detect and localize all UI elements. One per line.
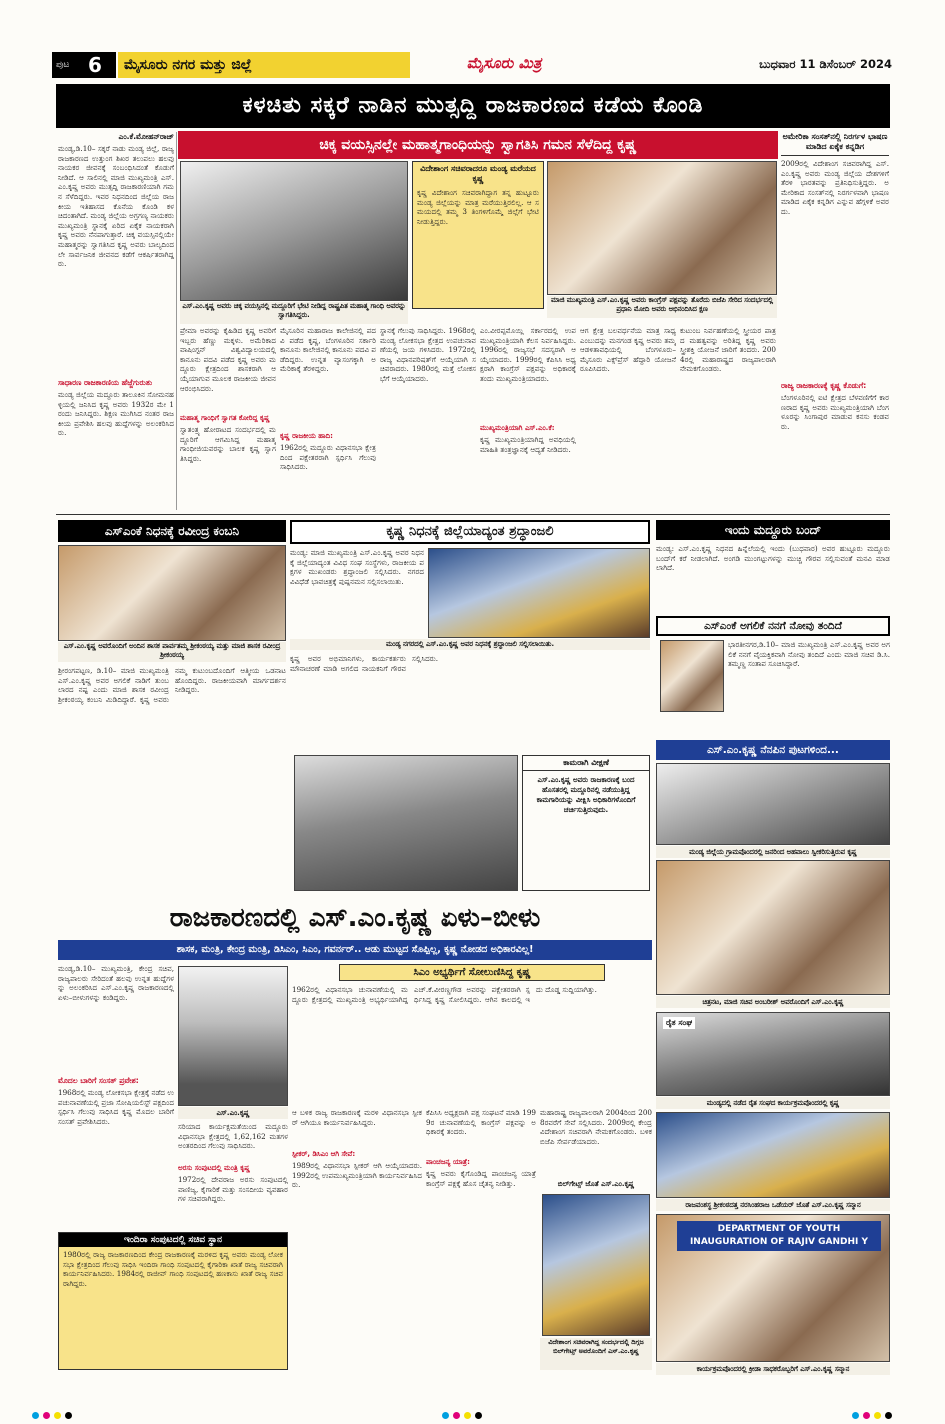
left-body: ಮಂಡ್ಯ,ಡಿ.10– ಸಕ್ಕರೆ ನಾಡು ಮಂಡ್ಯ ಜಿಲ್ಲೆ, ರಾಜ್ಯ ರಾಜಕಾರಣದ ಉತ್ತುಂಗ ಶಿಖರ ತಲುಪಲು ಹಲವು ನಾಯಕರ ಜೀವನಕ್ಕೆ ಸಂಬಂಧಿಸಿದಂತೆ ಕೊಡುಗೆ ನೀಡಿದೆ. ಆ ಸಾಲಿನಲ್ಲಿ ಮಾಜಿ ಮುಖ್ಯಮಂತ್ರಿ ಎಸ್.ಎಂ.ಕೃಷ್ಣ ಅವರು ಮುತ್ಸದ್ದಿ ರಾಜಕಾರಣಿಯಾಗಿ ಗಮನ ಸೆಳೆದಿದ್ದರು. ಇವರ ನಿಧನದಿಂದ ಜಿಲ್ಲೆಯ ರಾಜಕೀಯ ಇತಿಹಾಸದ ಕೊನೆಯ ಕೊಂಡಿ ಕಳಚಿದಂತಾಗಿದೆ. ಮಂಡ್ಯ ಜಿಲ್ಲೆಯ ಅಗ್ರಗಣ್ಯ ನಾಯಕರು ಮುಖ್ಯಮಂತ್ರಿ ಸ್ಥಾನಕ್ಕೆ ಏರಿದ ಏಕೈಕ ನಾಯಕರಾಗಿ ಕೃಷ್ಣ ಅವರು ನೆನಪಾಗುತ್ತಾರೆ. ಚಿಕ್ಕ ವಯಸ್ಸಿನಲ್ಲಿಯೇ ಮಹಾತ್ಮರನ್ನು ಸ್ವಾಗತಿಸಿದ ಕೃಷ್ಣ ಅವರು ಬಾಲ್ಯದಿಂದಲೇ ಸಾರ್ವಜನಿಕ ಜೀವನದ ಕಡೆಗೆ ಆಕರ್ಷಿತರಾಗಿದ್ದರು. [58, 144, 174, 269]
lower-col-5-body: ಮಹಾರಾಷ್ಟ್ರ ರಾಜ್ಯಪಾಲರಾಗಿ 2004ರಿಂದ 2008ರವರೆಗೆ ಸೇವೆ ಸಲ್ಲಿಸಿದರು. 2009ರಲ್ಲಿ ಕೇಂದ್ರ ವಿದೇಶಾಂಗ ಸಚಿವರಾಗಿ ನೇಮಕಗೊಂಡರು. ಬಳಿಕ ಬಿಜೆಪಿ ಸೇರ್ಪಡೆಯಾದರು. [540, 1108, 652, 1146]
memory-photo-4 [656, 1112, 890, 1198]
lower-col-3-body: ಆ ಬಳಿಕ ರಾಜ್ಯ ರಾಜಕಾರಣಕ್ಕೆ ಮರಳಿ ವಿಧಾನಸಭಾ ಸ್ಪೀಕರ್ ಆಗಿಯೂ ಕಾರ್ಯನಿರ್ವಹಿಸಿದ್ದರು. [292, 1108, 422, 1127]
condolence-photo-caption: ಮಂಡ್ಯ ನಗರದಲ್ಲಿ ಎಸ್.ಎಂ.ಕೃಷ್ಣ ಅವರ ನಿಧನಕ್ಕೆ ಶ್ರದ್ಧಾಂಜಲಿ ಸಲ್ಲಿಸಲಾಯಿತು. [290, 639, 650, 650]
magenta-dot [863, 1412, 870, 1419]
videsh-title: ವಿದೇಶಾಂಗ ಸಚಿವರಾದರೂ ಮಂಡ್ಯ ಮರೆಯದ ಕೃಷ್ಣ [420, 164, 536, 183]
gates-caption: ವಿದೇಶಾಂಗ ಸಚಿವರಾಗಿದ್ದ ಸಂದರ್ಭದಲ್ಲಿ ದಿಗ್ಗಜ ಬಿಲ್‌ಗೇಟ್ಸ್ ಅವರೊಂದಿಗೆ ಎಸ್.ಎಂ.ಕೃಷ್ಣ [540, 1338, 652, 1370]
mid-col-2 [280, 326, 376, 512]
lower-col-1 [58, 964, 174, 1228]
section-divider [56, 514, 890, 515]
lower-col-2 [178, 1122, 288, 1228]
page-number-badge [52, 52, 116, 78]
mid-col-4-body-2: ಕೃಷ್ಣ ಮುಖ್ಯಮಂತ್ರಿಯಾಗಿದ್ದ ಅವಧಿಯಲ್ಲಿ ಮಾಹಿತಿ ತಂತ್ರಜ್ಞಾನಕ್ಕೆ ಆದ್ಯತೆ ನೀಡಿದರು. [480, 435, 576, 454]
page-word: ಪುಟ [56, 60, 70, 70]
magenta-dot [453, 1412, 460, 1419]
mid-col-3 [380, 326, 476, 512]
second-headline: ರಾಜಕಾರಣದಲ್ಲಿ ಎಸ್.ಎಂ.ಕೃಷ್ಣ ಏಳು–ಬೀಳು [169, 903, 541, 933]
magenta-dot [43, 1412, 50, 1419]
main-headline: ಕಳಚಿತು ಸಕ್ಕರೆ ನಾಡಿನ ಮುತ್ಸದ್ದಿ ರಾಜಕಾರಣದ ಕಡೆಯ ಕೊಂಡಿ [56, 84, 890, 128]
lower-col-4-body-2: ಕೃಷ್ಣ ಅವರು ಕೈಗೊಂಡಿದ್ದ ಪಾಂಚಜನ್ಯ ಯಾತ್ರೆ ಕಾಂಗ್ರೆಸ್ ಪಕ್ಷಕ್ಕೆ ಹೊಸ ಚೈತನ್ಯ ನೀಡಿತ್ತು. [426, 1169, 536, 1188]
issue-date: ಬುಧವಾರ 11 ಡಿಸೆಂಬರ್ 2024 [759, 57, 892, 71]
indira-body: 1980ರಲ್ಲಿ ರಾಜ್ಯ ರಾಜಕಾರಣದಿಂದ ಕೇಂದ್ರ ರಾಜಕಾರಣಕ್ಕೆ ಮರಳಿದ ಕೃಷ್ಣ ಅವರು ಮಂಡ್ಯ ಲೋಕಸಭಾ ಕ್ಷೇತ್ರದಿಂದ ಗೆಲುವು ಸಾಧಿಸಿ ಇಂದಿರಾ ಗಾಂಧಿ ಸಂಪುಟದಲ್ಲಿ ಕೈಗಾರಿಕಾ ಖಾತೆ ರಾಜ್ಯ ಸಚಿವರಾಗಿ ಕಾರ್ಯನಿರ್ವಹಿಸಿದರು. 1984ರಲ್ಲಿ ರಾಜೀವ್ ಗಾಂಧಿ ಸಂಪುಟದಲ್ಲಿ ಹಣಕಾಸು ಖಾತೆ ರಾಜ್ಯ ಸಚಿವರಾಗಿದ್ದರು. [63, 1250, 283, 1288]
grief-title: ಎಸ್‌ಎಂಕೆ ಅಗಲಿಕೆ ನನಗೆ ನೋವು ತಂದಿದೆ [656, 616, 890, 636]
grief-body: ಭಾರತೀನಗರ,ಡಿ.10– ಮಾಜಿ ಮುಖ್ಯಮಂತ್ರಿ ಎಸ್.ಎಂ.ಕೃಷ್ಣ ಅವರ ಅಗಲಿಕೆ ನನಗೆ ವೈಯಕ್ತಿಕವಾಗಿ ನೋವು ತಂದಿದೆ ಎಂದು ಮಾಜಿ ಸಚಿವ ಡಿ.ಸಿ.ತಮ್ಮಣ್ಣ ಸಂತಾಪ ಸೂಚಿಸಿದ್ದಾರೆ. [728, 640, 890, 669]
registration-marks-right [850, 1404, 930, 1414]
left-column [58, 132, 174, 510]
ravindra-body: ಶ್ರೀರಂಗಪಟ್ಟಣ, ಡಿ.10– ಮಾಜಿ ಮುಖ್ಯಮಂತ್ರಿ ಎಸ್.ಎಂ.ಕೃಷ್ಣ ಅವರ ಅಗಲಿಕೆ ನಾಡಿಗೆ ತುಂಬಲಾರದ ನಷ್ಟ ಎಂದು ಮಾಜಿ ಶಾಸಕ ರವೀಂದ್ರ ಶ್ರೀಕಂಠಯ್ಯ ಕಂಬನಿ ಮಿಡಿದಿದ್ದಾರೆ. ಕೃಷ್ಣ ಅವರು ನಮ್ಮ ಕುಟುಂಬದೊಂದಿಗೆ ಆತ್ಮೀಯ ಒಡನಾಟ ಹೊಂದಿದ್ದರು. ರಾಜಕೀಯವಾಗಿ ಮಾರ್ಗದರ್ಶನ ನೀಡಿದ್ದರು. [58, 666, 286, 704]
cm-box-title: ಸಿಎಂ ಅಭ್ಯರ್ಥಿಗೆ ಸೋಲುಣಿಸಿದ್ದ ಕೃಷ್ಣ [339, 964, 605, 981]
works-inspection-photo [294, 755, 518, 891]
mid-col-1-subhead: ಮಹಾತ್ಮ ಗಾಂಧಿಗೆ ಸ್ವಾಗತ ಕೋರಿದ್ದ ಕೃಷ್ಣ [180, 414, 270, 422]
mid-col-5 [580, 326, 676, 512]
cyan-dot [32, 1412, 39, 1419]
lower-col-1-body-2: 1968ರಲ್ಲಿ ಮಂಡ್ಯ ಲೋಕಸಭಾ ಕ್ಷೇತ್ರಕ್ಕೆ ನಡೆದ ಉಪಚುನಾವಣೆಯಲ್ಲಿ ಪ್ರಜಾ ಸೋಷಿಯಲಿಸ್ಟ್ ಪಕ್ಷದಿಂದ ಸ್ಪರ್ಧಿಸಿ ಗೆಲುವು ಸಾಧಿಸಿದ ಕೃಷ್ಣ ಮೊದಲ ಬಾರಿಗೆ ಸಂಸತ್ ಪ್ರವೇಶಿಸಿದರು. [58, 1088, 174, 1126]
mid-col-1-body-2: ಸ್ವಾತಂತ್ರ್ಯ ಹೋರಾಟದ ಸಂದರ್ಭದಲ್ಲಿ ಮದ್ದೂರಿಗೆ ಆಗಮಿಸಿದ್ದ ಮಹಾತ್ಮ ಗಾಂಧೀಜಿಯವರನ್ನು ಬಾಲಕ ಕೃಷ್ಣ ಸ್ವಾಗತಿಸಿದ್ದರು. [180, 425, 276, 463]
memory-photo-2 [656, 860, 890, 995]
lower-col-4 [426, 1108, 536, 1370]
second-subheadline: ಶಾಸಕ, ಮಂತ್ರಿ, ಕೇಂದ್ರ ಮಂತ್ರಿ, ಡಿಸಿಎಂ, ಸಿಎಂ, ಗವರ್ನರ್.. ಆಡು ಮುಟ್ಟದ ಸೊಪ್ಪಿಲ್ಲ, ಕೃಷ್ಣ ನೋಡದ ಅಧಿಕಾರವಿಲ್ಲ! [58, 940, 652, 960]
tammanna-photo [660, 640, 724, 712]
lower-col-1-subhead: ಮೊದಲ ಬಾರಿಗೆ ಸಂಸತ್ ಪ್ರವೇಶ: [58, 1076, 139, 1085]
lower-col-1-body: ಮಂಡ್ಯ,ಡಿ.10– ಮುಖ್ಯಮಂತ್ರಿ, ಕೇಂದ್ರ ಸಚಿವ, ರಾಜ್ಯಪಾಲರು ಸೇರಿದಂತೆ ಹಲವು ಉನ್ನತ ಹುದ್ದೆಗಳನ್ನು ಅಲಂಕರಿಸಿದ ಎಸ್.ಎಂ.ಕೃಷ್ಣ ರಾಜಕಾರಣದಲ್ಲಿ ಏಳು–ಬೀಳುಗಳನ್ನು ಕಂಡಿದ್ದರು. [58, 964, 174, 1002]
black-dot [65, 1412, 72, 1419]
krishna-portrait [178, 966, 288, 1106]
indira-box [58, 1232, 288, 1370]
cm-box-body: 1962ರಲ್ಲಿ ವಿಧಾನಸಭಾ ಚುನಾವಣೆಯಲ್ಲಿ ಮದ್ದೂರು ಕ್ಷೇತ್ರದಲ್ಲಿ ಮುಖ್ಯಮಂತ್ರಿ ಅಭ್ಯರ್ಥಿಯಾಗಿದ್ದ ಎಚ್.ಕೆ.ವೀರಣ್ಣಗೌಡ ಅವರನ್ನು ಪಕ್ಷೇತರರಾಗಿ ಸ್ಪರ್ಧಿಸಿದ್ದ ಕೃಷ್ಣ ಸೋಲಿಸಿದ್ದರು. ಆಗಿನ ಕಾಲದಲ್ಲಿ ಇದು ದೊಡ್ಡ ಸುದ್ದಿಯಾಗಿತ್ತು. [292, 985, 597, 1004]
sign-text: ರೈತ ಸಂಘ [663, 1017, 695, 1029]
mid-col-4-body: ಎಂ.ವೀರಪ್ಪಮೊಯ್ಲಿ ಸರ್ಕಾರದಲ್ಲಿ ಉಪಮುಖ್ಯಮಂತ್ರಿಯಾಗಿ ಕೆಲಸ ನಿರ್ವಹಿಸಿದ್ದರು. 1996ರಲ್ಲಿ ರಾಜ್ಯಸಭೆ ಸದಸ್ಯರಾಗಿ ಆಯ್ಕೆಯಾದರು. 1999ರಲ್ಲಿ ಕೆಪಿಸಿಸಿ ಅಧ್ಯಕ್ಷರಾಗಿ ಕಾಂಗ್ರೆಸ್ ಪಕ್ಷವನ್ನು ಅಧಿಕಾರಕ್ಕೆ ತಂದು ಮುಖ್ಯಮಂತ್ರಿಯಾದರು. [480, 326, 576, 383]
videsh-body: ಕೃಷ್ಣ ವಿದೇಶಾಂಗ ಸಚಿವರಾಗಿದ್ದಾಗ ತನ್ನ ಹುಟ್ಟೂರು ಮಂಡ್ಯ ಜಿಲ್ಲೆಯನ್ನು ಮಾತ್ರ ಮರೆಯುತ್ತಿರಲಿಲ್ಲ. ಆ ಸಮಯದಲ್ಲಿ ತಮ್ಮ 3 ತಿಂಗಳಿಗೊಮ್ಮೆ ಜಿಲ್ಲೆಗೆ ಭೇಟಿ ನೀಡುತ್ತಿದ್ದರು. [417, 188, 539, 226]
lower-col-5 [540, 1108, 652, 1178]
memory-photo-5 [656, 1214, 890, 1362]
memory-caption-2: ಚಿತ್ರನಟ, ಮಾಜಿ ಸಚಿವ ಅಂಬರೀಶ್ ಅವರೊಂದಿಗೆ ಎಸ್.ಎಂ.ಕೃಷ್ಣ [656, 996, 890, 1008]
works-body: ಎಸ್.ಎಂ.ಕೃಷ್ಣ ಅವರು ರಾಜಕಾರಣಕ್ಕೆ ಬಂದ ಹೊಸತರಲ್ಲಿ ಮದ್ದೂರಿನಲ್ಲಿ ನಡೆಯುತ್ತಿದ್ದ ಕಾಮಗಾರಿಯನ್ನು ವೀಕ್ಷಿಸಿ ಅಧಿಕಾರಿಗಳೊಂದಿಗೆ ಚರ್ಚಿಸುತ್ತಿರುವುದು. [536, 776, 636, 814]
gates-photo [542, 1194, 650, 1336]
indira-title: ಇಂದಿರಾ ಸಂಪುಟದಲ್ಲಿ ಸಚಿವ ಸ್ಥಾನ [59, 1233, 287, 1247]
bandh-title: ಇಂದು ಮದ್ದೂರು ಬಂದ್ [656, 520, 890, 540]
memory-caption-3: ಮಂಡ್ಯದಲ್ಲಿ ನಡೆದ ರೈತ ಸಂಘದ ಕಾರ್ಯಕ್ರಮವೊಂದರಲ್ಲಿ ಕೃಷ್ಣ [656, 1097, 890, 1109]
modi-photo [547, 161, 777, 295]
yellow-dot [874, 1412, 881, 1419]
america-title: ಅಮೇರಿಕಾ ಸಂಸತ್‌ನಲ್ಲಿ ನಿರರ್ಗಳ ಭಾಷಣ ಮಾಡಿದ ಏಕೈಕ ಕನ್ನಡಿಗ [781, 132, 889, 156]
black-dot [475, 1412, 482, 1419]
mid-col-5-body: ಆಗ ಕ್ಷೇತ್ರ ಬಲವರ್ಧನೆಯ ಮಾತ್ರ ಸಾಧ್ಯ ಎಂಬುದನ್ನು ಮನಗಂಡ ಕೃಷ್ಣ ಅವರು ತಮ್ಮ ಆಡಳಿತಾವಧಿಯಲ್ಲಿ ಬೆಂಗಳೂರು–ಮೈಸೂರು ಎಕ್ಸ್‌ಪ್ರೆಸ್ ಹೆದ್ದಾರಿ ಯೋಜನೆ ರೂಪಿಸಿದರು. [580, 326, 676, 374]
memory-photo-1 [656, 763, 890, 845]
america-subhead: ರಾಜ್ಯ ರಾಜಕಾರಣಕ್ಕೆ ಕೃಷ್ಣ ಕೊಡುಗೆ: [781, 381, 867, 390]
memory-caption-5: ಕಾರ್ಯಕ್ರಮವೊಂದರಲ್ಲಿ ಕ್ರೀಡಾ ಸಾಧಕರೊಬ್ಬರಿಗೆ ಎಸ್.ಎಂ.ಕೃಷ್ಣ ಸನ್ಮಾನ [656, 1363, 890, 1375]
ravindra-title: ಎಸ್‌ಎಂಕೆ ನಿಧನಕ್ಕೆ ರವೀಂದ್ರ ಕಂಬನಿ [58, 520, 286, 542]
sub-headline: ಚಿಕ್ಕ ವಯಸ್ಸಿನಲ್ಲೇ ಮಹಾತ್ಮಗಾಂಧಿಯನ್ನು ಸ್ವಾಗತಿಸಿ ಗಮನ ಸೆಳೆದಿದ್ದ ಕೃಷ್ಣ [178, 131, 778, 159]
left-body-2: ಮಂಡ್ಯ ಜಿಲ್ಲೆಯ ಮದ್ದೂರು ತಾಲೂಕಿನ ಸೋಮನಹಳ್ಳಿಯಲ್ಲಿ ಜನಿಸಿದ ಕೃಷ್ಣ ಅವರು 1932ರ ಮೇ 1ರಂದು ಜನಿಸಿದ್ದರು. ಶಿಕ್ಷಣ ಮುಗಿಸಿದ ನಂತರ ರಾಜಕೀಯ ಪ್ರವೇಶಿಸಿ ಹಲವು ಹುದ್ದೆಗಳನ್ನು ಅಲಂಕರಿಸಿದರು. [58, 390, 174, 438]
cyan-dot [852, 1412, 859, 1419]
lower-col-2-body: ಸರಿಯಾದ ಕಾರ್ಯಕ್ಷಮತೆಯಿಂದ ಮದ್ದೂರು ವಿಧಾನಸಭಾ ಕ್ಷೇತ್ರದಲ್ಲಿ 1,62,162 ಮತಗಳ ಅಂತರದಿಂದ ಗೆಲುವು ಸಾಧಿಸಿದರು. [178, 1122, 288, 1151]
registration-marks-center [440, 1404, 520, 1414]
mid-col-1-body: ಪ್ರೇಮಾ ಅವರನ್ನು ಕೈಹಿಡಿದ ಕೃಷ್ಣ ಅವರಿಗೆ ಇಬ್ಬರು ಹೆಣ್ಣು ಮಕ್ಕಳು. ಅಮೆರಿಕಾದ ವಾಷಿಂಗ್ಟನ್ ವಿಶ್ವವಿದ್ಯಾಲಯದಲ್ಲಿ ಕಾನೂನು ಪದವಿ ಪಡೆದ ಕೃಷ್ಣ ಅವರು ಮದ್ದೂರು ಕ್ಷೇತ್ರದಿಂದ ಶಾಸಕರಾಗಿ ಆಯ್ಕೆಯಾಗುವ ಮೂಲಕ ರಾಜಕೀಯ ಜೀವನ ಆರಂಭಿಸಿದರು. [180, 326, 276, 393]
column-rule [176, 132, 177, 510]
byline: ಎಂ.ಕೆ.ಮೋಹನ್‌ರಾಜ್ [118, 132, 174, 141]
mid-col-2-body-2: 1962ರಲ್ಲಿ ಮದ್ದೂರು ವಿಧಾನಸಭಾ ಕ್ಷೇತ್ರದಿಂದ ಪಕ್ಷೇತರರಾಗಿ ಸ್ಪರ್ಧಿಸಿ ಗೆಲುವು ಸಾಧಿಸಿದರು. [280, 443, 376, 472]
works-box [522, 755, 650, 891]
lower-col-3 [292, 1108, 422, 1370]
works-title: ಕಾಮರಾಗಿ ವೀಕ್ಷಣೆ [523, 756, 649, 771]
mid-col-2-body: ಮೈಸೂರಿನ ಮಹಾರಾಜ ಕಾಲೇಜಿನಲ್ಲಿ ಪದವಿ ಪಡೆದ ಕೃಷ್ಣ, ಬೆಂಗಳೂರಿನ ಸರ್ಕಾರಿ ಕಾನೂನು ಕಾಲೇಜಿನಲ್ಲಿ ಕಾನೂನು ಪದವಿ ಪಡೆದಿದ್ದರು. ಉನ್ನತ ವ್ಯಾಸಂಗಕ್ಕಾಗಿ ಅಮೆರಿಕಾಕ್ಕೆ ತೆರಳಿದ್ದರು. [280, 326, 376, 374]
gandhi-photo-caption: ಎಸ್.ಎಂ.ಕೃಷ್ಣ ಅವರು ಚಿಕ್ಕ ವಯಸ್ಸಿನಲ್ಲಿ ಮದ್ದೂರಿಗೆ ಭೇಟಿ ನೀಡಿದ್ದ ರಾಷ್ಟ್ರಪಿತ ಮಹಾತ್ಮ ಗಾಂಧಿ ಅವರನ್ನು ಸ್ವಾಗತಿಸಿದ್ದರು. [180, 302, 408, 324]
paper-name: ಮೈಸೂರು ಮಿತ್ರ [466, 54, 542, 72]
bandh-body: ಮಂಡ್ಯ: ಎಸ್.ಎಂ.ಕೃಷ್ಣ ನಿಧನದ ಹಿನ್ನೆಲೆಯಲ್ಲಿ ಇಂದು (ಬುಧವಾರ) ಅವರ ಹುಟ್ಟೂರು ಮದ್ದೂರು ಬಂದ್‌ಗೆ ಕರೆ ನೀಡಲಾಗಿದೆ. ಅಂಗಡಿ ಮುಂಗಟ್ಟುಗಳನ್ನು ಮುಚ್ಚಿ ಗೌರವ ಸಲ್ಲಿಸುವಂತೆ ಮನವಿ ಮಾಡಲಾಗಿದೆ. [656, 544, 890, 573]
mid-col-4-subhead: ಮುಖ್ಯಮಂತ್ರಿಯಾಗಿ ಎಸ್.ಎಂ.ಕೆ: [480, 424, 555, 432]
condolence-body-2: ಕೃಷ್ಣ ಅವರ ಅಭಿಮಾನಿಗಳು, ಕಾರ್ಯಕರ್ತರು ಮೌನಾಚರಣೆ ಮಾಡಿ ಅಗಲಿದ ನಾಯಕನಿಗೆ ಗೌರವ ಸಲ್ಲಿಸಿದರು. [290, 654, 439, 673]
yellow-dot [464, 1412, 471, 1419]
memory-caption-4: ರಾಜವಂಶಸ್ಥ ಶ್ರೀಕಂಠದತ್ತ ನರಸಿಂಹರಾಜ ಒಡೆಯರ್ ಜೊತೆ ಎಸ್.ಎಂ.ಕೃಷ್ಣ ಸನ್ಮಾನ [656, 1199, 890, 1211]
cm-box [292, 964, 652, 1104]
lower-col-2-body-2: 1972ರಲ್ಲಿ ದೇವರಾಜ ಅರಸು ಸಂಪುಟದಲ್ಲಿ ವಾಣಿಜ್ಯ, ಕೈಗಾರಿಕೆ ಮತ್ತು ಸಂಸದೀಯ ವ್ಯವಹಾರಗಳ ಸಚಿವರಾಗಿದ್ದರು. [178, 1175, 288, 1204]
cyan-dot [442, 1412, 449, 1419]
yellow-dot [54, 1412, 61, 1419]
lower-col-3-body-2: 1989ರಲ್ಲಿ ವಿಧಾನಸಭಾ ಸ್ಪೀಕರ್ ಆಗಿ ಆಯ್ಕೆಯಾದರು. 1992ರಲ್ಲಿ ಉಪಮುಖ್ಯಮಂತ್ರಿಯಾಗಿ ಕಾರ್ಯನಿರ್ವಹಿಸಿದರು. [292, 1161, 422, 1190]
registration-marks-left [30, 1404, 110, 1414]
section-title: ಮೈಸೂರು ನಗರ ಮತ್ತು ಜಿಲ್ಲೆ [118, 52, 410, 78]
america-body: 2009ರಲ್ಲಿ ವಿದೇಶಾಂಗ ಸಚಿವರಾಗಿದ್ದ ಎಸ್.ಎಂ.ಕೃಷ್ಣ ಅವರು ಮಂಡ್ಯ ಜಿಲ್ಲೆಯ ದೇಶಗಳಿಗೆ ತೆರಳಿ ಭಾರತವನ್ನು ಪ್ರತಿನಿಧಿಸುತ್ತಿದ್ದರು. ಅಮೇರಿಕಾದ ಸಂಸತ್‌ನಲ್ಲಿ ನಿರರ್ಗಳವಾಗಿ ಭಾಷಣ ಮಾಡಿದ ಏಕೈಕ ಕನ್ನಡಿಗ ಎನ್ನುವ ಹೆಗ್ಗಳಿಕೆ ಅವರದು. [781, 159, 889, 216]
lower-col-4-body: ಕೆಪಿಸಿಸಿ ಅಧ್ಯಕ್ಷರಾಗಿ ಪಕ್ಷ ಸಂಘಟನೆ ಮಾಡಿ 1999ರ ಚುನಾವಣೆಯಲ್ಲಿ ಕಾಂಗ್ರೆಸ್ ಪಕ್ಷವನ್ನು ಅಧಿಕಾರಕ್ಕೆ ತಂದರು. [426, 1108, 536, 1137]
memory-photo-3 [656, 1012, 890, 1096]
mid-col-4 [480, 326, 576, 512]
black-dot [885, 1412, 892, 1419]
lower-col-4-subhead: ಪಾಂಚಜನ್ಯ ಯಾತ್ರೆ: [426, 1158, 470, 1166]
mid-col-6-body: ಕುಟುಂಬ ನಿರ್ವಹಣೆಯಲ್ಲಿ ಸ್ತ್ರೀಯರ ಪಾತ್ರದ ಮಹತ್ವವನ್ನು ಅರಿತಿದ್ದ ಕೃಷ್ಣ ಅವರು ಸ್ತ್ರೀಶಕ್ತಿ ಯೋಜನೆ ಜಾರಿಗೆ ತಂದರು. 2004ರಲ್ಲಿ ಮಹಾರಾಷ್ಟ್ರದ ರಾಜ್ಯಪಾಲರಾಗಿ ನೇಮಕಗೊಂಡರು. [680, 326, 776, 374]
ravindra-photo [58, 545, 286, 641]
gandhi-photo [180, 161, 408, 301]
modi-photo-caption: ಮಾಜಿ ಮುಖ್ಯಮಂತ್ರಿ ಎಸ್.ಎಂ.ಕೃಷ್ಣ ಅವರು ಕಾಂಗ್ರೆಸ್ ಪಕ್ಷವನ್ನು ತೊರೆದು ಬಿಜೆಪಿ ಸೇರಿದ ಸಂದರ್ಭದಲ್ಲಿ ಪ್ರಧಾನಿ ಮೋದಿ ಅವರು ಅಭಿನಂದಿಸಿದ ಕ್ಷಣ [547, 296, 777, 318]
condolence-photo [428, 548, 650, 638]
banner-text: DEPARTMENT OF YOUTH INAUGURATION OF RAJIV GANDHI Y [677, 1221, 881, 1251]
condolence-title: ಕೃಷ್ಣ ನಿಧನಕ್ಕೆ ಜಿಲ್ಲೆಯಾದ್ಯಂತ ಶ್ರದ್ಧಾಂಜಲಿ [290, 520, 650, 544]
page-number: 6 [88, 53, 102, 77]
lower-col-3-subhead: ಸ್ಪೀಕರ್, ಡಿಸಿಎಂ ಆಗಿ ಸೇವೆ: [292, 1150, 356, 1158]
lower-col-2-subhead: ಅರಸು ಸಂಪುಟದಲ್ಲಿ ಮಂತ್ರಿ ಕೃಷ್ಣ [178, 1164, 250, 1172]
mid-col-2-subhead: ಕೃಷ್ಣ ರಾಜಕೀಯ ಹಾದಿ: [280, 432, 333, 440]
mid-col-3-body: ಸ್ಥಾನಕ್ಕೆ ಗೆಲುವು ಸಾಧಿಸಿದ್ದರು. 1968ರಲ್ಲಿ ಮಂಡ್ಯ ಲೋಕಸಭಾ ಕ್ಷೇತ್ರದ ಉಪಚುನಾವಣೆಯಲ್ಲಿ ಜಯ ಗಳಿಸಿದರು. 1972ರಲ್ಲಿ ರಾಜ್ಯ ವಿಧಾನಪರಿಷತ್‌ಗೆ ಆಯ್ಕೆಯಾಗಿ ಸಚಿವರಾದರು. 1980ರಲ್ಲಿ ಮತ್ತೆ ಲೋಕಸಭೆಗೆ ಆಯ್ಕೆಯಾದರು. [380, 326, 476, 383]
memory-caption-1: ಮಂಡ್ಯ ಜಿಲ್ಲೆಯ ಗ್ರಾಮವೊಂದರಲ್ಲಿ ಜನರಿಂದ ಅಹವಾಲು ಸ್ವೀಕರಿಸುತ್ತಿರುವ ಕೃಷ್ಣ [656, 846, 890, 858]
condolence-body: ಮಂಡ್ಯ: ಮಾಜಿ ಮುಖ್ಯಮಂತ್ರಿ ಎಸ್.ಎಂ.ಕೃಷ್ಣ ಅವರ ನಿಧನಕ್ಕೆ ಜಿಲ್ಲೆಯಾದ್ಯಂತ ವಿವಿಧ ಸಂಘ ಸಂಸ್ಥೆಗಳು, ರಾಜಕೀಯ ಪಕ್ಷಗಳ ಮುಖಂಡರು ಶ್ರದ್ಧಾಂಜಲಿ ಸಲ್ಲಿಸಿದರು. ನಗರದ ವಿವಿಧೆಡೆ ಭಾವಚಿತ್ರಕ್ಕೆ ಪುಷ್ಪನಮನ ಸಲ್ಲಿಸಲಾಯಿತು. [290, 548, 424, 586]
masthead [52, 52, 892, 78]
america-body-2: ಬೆಂಗಳೂರಿನಲ್ಲಿ ಐಟಿ ಕ್ಷೇತ್ರದ ಬೆಳವಣಿಗೆಗೆ ಕಾರಣರಾದ ಕೃಷ್ಣ ಅವರು ಮುಖ್ಯಮಂತ್ರಿಯಾಗಿ ಬೆಂಗಳೂರನ್ನು ಸಿಂಗಾಪುರ ಮಾಡುವ ಕನಸು ಕಂಡವರು. [781, 393, 889, 431]
mid-col-6 [680, 326, 776, 512]
mid-col-1 [180, 326, 276, 512]
memories-title: ಎಸ್.ಎಂ.ಕೃಷ್ಣ ನೆನಪಿನ ಪುಟಗಳಿಂದ... [656, 740, 890, 760]
gates-caption-title: ಬಿಲ್‌ಗೇಟ್ಸ್ ಜೊತೆ ಎಸ್.ಎಂ.ಕೃಷ್ಣ [557, 1180, 635, 1188]
left-subhead: ಸಾಧಾರಣ ರಾಜಕಾರಣಿಯ ಹೆಜ್ಜೆಗುರುತು [58, 378, 153, 387]
ravindra-caption: ಎಸ್.ಎಂ.ಕೃಷ್ಣ ಅವರೊಂದಿಗೆ ಅಂದಿನ ಶಾಸಕ ಪಾರ್ವತಮ್ಮ ಶ್ರೀಕಂಠಯ್ಯ ಮತ್ತು ಮಾಜಿ ಶಾಸಕ ರವೀಂದ್ರ ಶ್ರೀಕಂಠಯ್ಯ [58, 642, 286, 662]
america-box [781, 132, 889, 510]
portrait-caption: ಎಸ್.ಎಂ.ಕೃಷ್ಣ [178, 1107, 288, 1119]
videsh-box [412, 161, 544, 309]
